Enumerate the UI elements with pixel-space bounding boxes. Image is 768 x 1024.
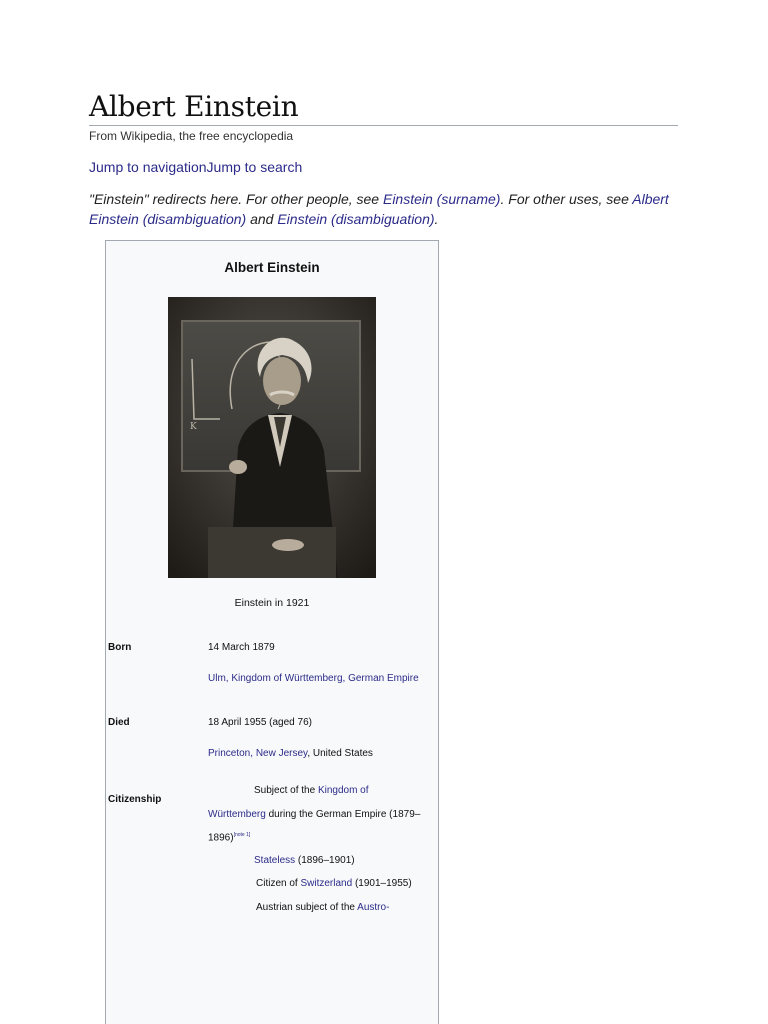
died-place [208, 748, 373, 759]
citizenship-line-1 [254, 785, 369, 796]
citizenship-label: Citizenship [108, 794, 162, 805]
born-label: Born [108, 642, 132, 653]
infobox-image-caption: Einstein in 1921 [234, 597, 310, 609]
citizenship-text: (1901–1955) [352, 878, 412, 889]
citizenship-text: during the German Empire (1879– [265, 809, 421, 820]
note-1-link[interactable]: [note 1] [233, 832, 251, 838]
citizenship-line-2 [208, 809, 420, 820]
hatnote-text: and [246, 211, 278, 227]
german-empire-link[interactable]: German Empire [348, 673, 419, 684]
citizenship-line-3 [208, 832, 250, 843]
austro-link[interactable]: Austro- [357, 902, 390, 913]
born-date: 14 March 1879 [208, 642, 275, 653]
citizenship-text: (1896–1901) [295, 855, 355, 866]
infobox [105, 240, 439, 1024]
citizenship-text: Subject of the [254, 785, 318, 796]
jump-to-search-link[interactable]: Jump to search [206, 159, 303, 175]
hatnote-text: . For other uses, see [500, 191, 633, 207]
died-separator: , [250, 748, 256, 759]
princeton-link[interactable]: Princeton [208, 748, 251, 759]
page-title: Albert Einstein [89, 90, 299, 123]
kingdom-of-link[interactable]: Kingdom of [317, 785, 369, 796]
citizenship-line-5 [256, 878, 412, 889]
born-place [208, 673, 419, 684]
hatnote-text: . [434, 211, 439, 227]
born-separator: , [225, 673, 232, 684]
einstein-surname-link[interactable]: Einstein (surname) [382, 191, 501, 207]
citizenship-line-4 [254, 855, 355, 866]
jump-links [89, 159, 302, 175]
albert-einstein-disambiguation-link[interactable]: Albert Einstein (disambiguation) [89, 191, 669, 227]
citizenship-text: Austrian subject of the [256, 902, 358, 913]
kingdom-of-wurttemberg-link[interactable]: Kingdom of Württemberg [231, 673, 343, 684]
hatnote-text: "Einstein" redirects here. For other people, see [89, 191, 383, 207]
stateless-link[interactable]: Stateless [254, 855, 296, 866]
died-date: 18 April 1955 (aged 76) [208, 717, 312, 728]
svg-text:K: K [190, 422, 197, 432]
jump-to-navigation-link[interactable]: Jump to navigation [89, 159, 207, 175]
born-separator: , [342, 673, 349, 684]
site-tagline: From Wikipedia, the free encyclopedia [89, 129, 294, 143]
ulm-link[interactable]: Ulm [208, 673, 226, 684]
title-divider [89, 125, 678, 126]
died-place-rest: , United States [307, 748, 373, 759]
citizenship-line-6 [256, 902, 389, 913]
citizenship-text: 1896) [208, 832, 234, 844]
new-jersey-link[interactable]: New Jersey [255, 748, 308, 759]
switzerland-link[interactable]: Switzerland [300, 878, 353, 889]
infobox-title: Albert Einstein [224, 260, 320, 275]
einstein-portrait-image[interactable] [168, 297, 376, 578]
wurttemberg-link[interactable]: Württemberg [208, 809, 266, 820]
hatnote [89, 189, 689, 229]
citizenship-text: Citizen of [256, 878, 301, 889]
died-label: Died [108, 717, 130, 728]
einstein-disambiguation-link[interactable]: Einstein (disambiguation) [277, 211, 435, 227]
